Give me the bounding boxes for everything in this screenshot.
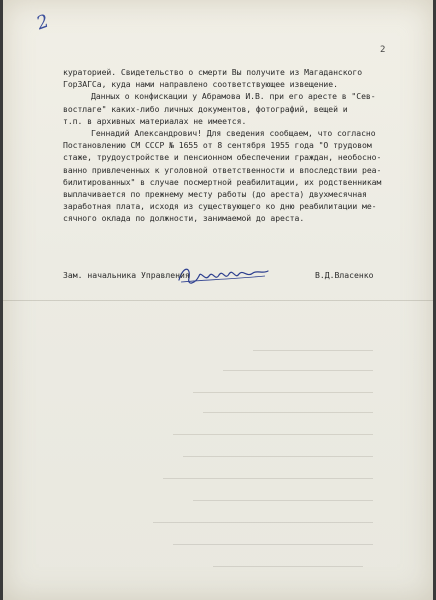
text-line: заработная плата, исходя из существующего ко дню реабилитации ме-	[63, 201, 377, 212]
text-line: билитированных" в случае посмертной реабилитации, их родственникам	[63, 176, 382, 187]
paper-fold	[3, 300, 433, 301]
text-line: Данных о конфискации у Абрамова И.В. при его аресте в "Сев-	[91, 91, 376, 102]
handwritten-mark: 2	[33, 10, 52, 35]
text-line: сячного оклада по должности, занимаемой до ареста.	[63, 213, 305, 224]
text-line: ГорЗАГСа, куда нами направлено соответствующее извещение.	[63, 79, 338, 90]
text-line: ванно привлеченных к уголовной ответственности и впоследствии реа-	[63, 164, 382, 175]
bleed-through-text	[133, 330, 393, 590]
text-line: Постановлению СМ СССР № 1655 от 8 сентября 1955 года "О трудовом	[63, 140, 372, 151]
document-page	[3, 0, 433, 600]
text-line: востлаге" каких-либо личных документов, фотографий, вещей и	[63, 103, 348, 114]
text-line: Геннадий Александрович! Для сведения сообщаем, что согласно	[91, 128, 376, 139]
signatory-name: В.Д.Власенко	[315, 270, 374, 280]
text-line: т.п. в архивных материалах не имеется.	[63, 115, 247, 126]
text-line: стаже, трудоустройстве и пенсионном обеспечении граждан, необосно-	[63, 152, 382, 163]
signatory-title: Зам. начальника Управления	[63, 270, 190, 280]
text-line: выплачивается по прежнему месту работы (до ареста) двухмесячная	[63, 189, 367, 200]
page-number: 2	[380, 45, 386, 55]
letter-body	[63, 66, 383, 225]
text-line: кураторией. Свидетельство о смерти Вы получите из Магаданского	[63, 67, 363, 77]
